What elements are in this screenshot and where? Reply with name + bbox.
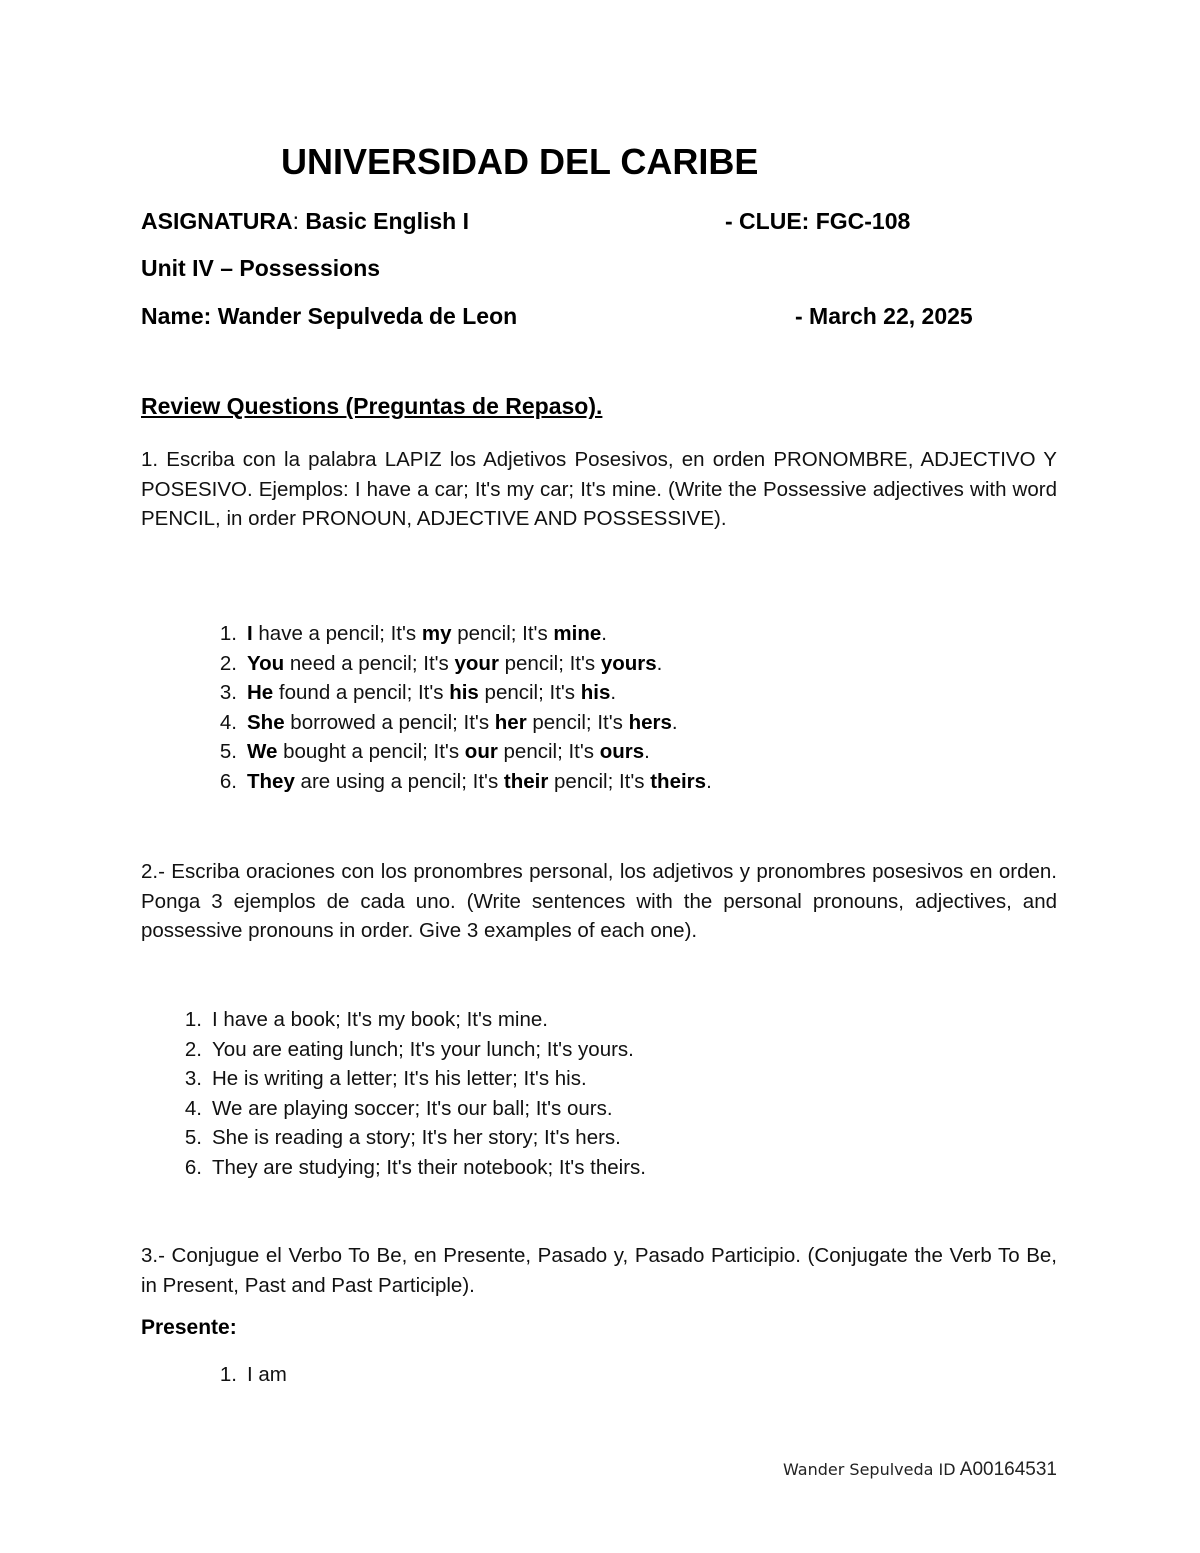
sentence-end: . xyxy=(706,769,712,793)
possessive-adjective: their xyxy=(503,769,549,793)
review-questions-title: Review Questions (Preguntas de Repaso). xyxy=(141,393,603,419)
subject-line xyxy=(141,208,469,235)
sentence-end: . xyxy=(601,622,607,645)
list-number: 1. xyxy=(219,622,237,645)
list-item xyxy=(219,708,712,738)
list-item xyxy=(219,619,712,649)
sentence-text: pencil; It's xyxy=(548,769,651,793)
sentence-text: need a pencil; It's xyxy=(284,651,455,675)
list-number: 6. xyxy=(219,769,237,793)
list-number: 5. xyxy=(219,740,237,764)
list-item xyxy=(184,1035,646,1065)
sentence-text: pencil; It's xyxy=(497,740,600,764)
page-footer xyxy=(783,1459,1057,1481)
sentence-text: pencil; It's xyxy=(498,651,601,675)
sentence-text: borrowed a pencil; It's xyxy=(284,710,495,734)
possessive-pronoun: ours xyxy=(599,740,645,764)
sentence-text: She is reading a story; It's her story; It's hers. xyxy=(212,1126,621,1150)
subject-pronoun: We xyxy=(247,740,278,764)
sentence-text: We are playing soccer; It's our ball; It's ours. xyxy=(212,1096,613,1120)
question-3-prompt: 3.- Conjugue el Verbo To Be, en Presente, Pasado y, Pasado Participio. (Conjugate the Verb To Be, in Present, Past and Past Participle). xyxy=(141,1244,1057,1297)
subject-colon: : xyxy=(292,208,300,234)
presente-label: Presente: xyxy=(141,1316,237,1339)
subject-pronoun: You xyxy=(247,651,285,675)
subject-pronoun: He xyxy=(247,681,274,705)
list-item xyxy=(184,1064,646,1094)
question-2-prompt: 2.- Escriba oraciones con los pronombres personal, los adjetivos y pronombres posesivos en orden. Ponga 3 ejemplos de cada uno. (Write sentences with the personal pronouns, adjectives, and possessive pronouns in order. Give 3 examples of each one). xyxy=(141,860,1057,942)
list-item xyxy=(219,767,712,797)
list-number: 2. xyxy=(184,1037,202,1061)
possessive-pronoun: theirs xyxy=(650,769,707,793)
student-name: Name: Wander Sepulveda de Leon xyxy=(141,303,518,329)
document-date: - March 22, 2025 xyxy=(795,303,973,329)
sentence-text: He is writing a letter; It's his letter; It's his. xyxy=(212,1067,587,1091)
university-title: UNIVERSIDAD DEL CARIBE xyxy=(281,141,759,182)
footer-name: Wander Sepulveda ID xyxy=(783,1460,956,1479)
sentence-text: are using a pencil; It's xyxy=(294,769,504,793)
question-3-answers xyxy=(219,1360,287,1390)
list-item xyxy=(219,678,712,708)
list-number: 5. xyxy=(184,1126,202,1150)
clue-code: - CLUE: FGC-108 xyxy=(725,208,911,234)
sentence-text: You are eating lunch; It's your lunch; It's yours. xyxy=(212,1037,634,1061)
list-number: 3. xyxy=(184,1067,202,1091)
list-number: 6. xyxy=(184,1155,202,1179)
list-item xyxy=(184,1123,646,1153)
footer-student-id: A00164531 xyxy=(955,1459,1057,1480)
sentence-end: . xyxy=(656,651,663,675)
possessive-pronoun: hers xyxy=(628,710,672,734)
list-item xyxy=(219,737,712,767)
list-number: 3. xyxy=(219,681,237,705)
subject-pronoun: They xyxy=(247,769,295,793)
possessive-adjective: your xyxy=(454,651,499,675)
sentence-text: I am xyxy=(247,1363,287,1386)
sentence-text: pencil; It's xyxy=(451,622,554,645)
list-item xyxy=(184,1153,646,1183)
list-number: 4. xyxy=(219,710,237,734)
question-1-prompt: 1. Escriba con la palabra LAPIZ los Adjetivos Posesivos, en orden PRONOMBRE, ADJECTIVO Y POSESIVO. Ejemplos: I have a car; It's my car; It's mine. (Write the Possessive adjectives with word PENCIL, in order PRONOUN, ADJECTIVE AND POSSESSIVE). xyxy=(141,448,1057,530)
sentence-text: They are studying; It's their notebook; It's theirs. xyxy=(212,1155,646,1179)
subject-value: Basic English I xyxy=(299,208,470,234)
sentence-text: bought a pencil; It's xyxy=(277,740,465,764)
subject-label: ASIGNATURA xyxy=(141,208,293,234)
unit-title: Unit IV – Possessions xyxy=(141,255,381,281)
sentence-text: I have a book; It's my book; It's mine. xyxy=(212,1008,548,1031)
list-item xyxy=(219,649,712,679)
possessive-pronoun: yours xyxy=(600,651,657,675)
list-number: 4. xyxy=(184,1096,202,1120)
sentence-text: have a pencil; It's xyxy=(252,622,422,645)
possessive-pronoun: mine xyxy=(553,622,602,645)
list-item xyxy=(184,1005,646,1035)
sentence-end: . xyxy=(610,681,617,705)
list-number: 1. xyxy=(184,1008,202,1031)
list-item xyxy=(219,1360,287,1390)
possessive-adjective: her xyxy=(494,710,527,734)
question-1-answers xyxy=(219,619,712,797)
possessive-adjective: his xyxy=(449,681,479,705)
sentence-end: . xyxy=(644,740,650,764)
list-item xyxy=(184,1094,646,1124)
sentence-text: pencil; It's xyxy=(526,710,629,734)
subject-pronoun: She xyxy=(247,710,285,734)
question-2-answers xyxy=(184,1005,646,1183)
subject-pronoun: I xyxy=(247,622,253,645)
possessive-adjective: my xyxy=(421,622,452,645)
list-number: 1. xyxy=(219,1363,237,1386)
possessive-adjective: our xyxy=(464,740,498,764)
list-number: 2. xyxy=(219,651,237,675)
sentence-text: found a pencil; It's xyxy=(273,681,450,705)
sentence-text: pencil; It's xyxy=(478,681,581,705)
possessive-pronoun: his xyxy=(580,681,611,705)
sentence-end: . xyxy=(671,710,678,734)
